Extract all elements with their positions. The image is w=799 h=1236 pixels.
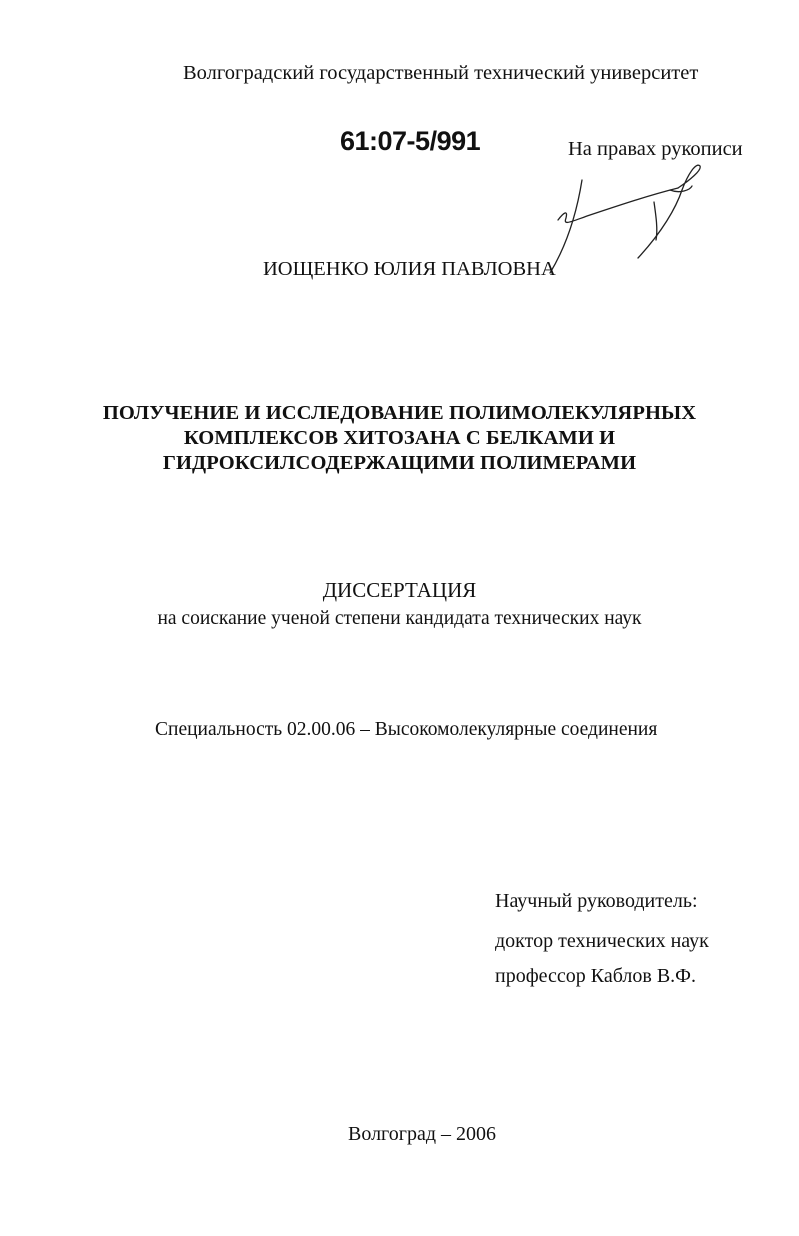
dissertation-title-line-2: КОМПЛЕКСОВ ХИТОЗАНА С БЕЛКАМИ И	[183, 427, 616, 449]
document-type: ДИССЕРТАЦИЯ	[322, 578, 477, 602]
author-name: ИОЩЕНКО ЮЛИЯ ПАВЛОВНА	[263, 258, 556, 280]
university-name: Волгоградский государственный технический университет	[183, 62, 699, 84]
degree-sought: на соискание ученой степени кандидата технических наук	[157, 608, 642, 629]
signature-stroke-3	[638, 165, 700, 258]
supervisor-label: Научный руководитель:	[495, 890, 698, 912]
author-signature	[530, 160, 720, 285]
signature-stroke-2	[558, 188, 678, 222]
dissertation-title-line-3: ГИДРОКСИЛСОДЕРЖАЩИМИ ПОЛИМЕРАМИ	[162, 452, 637, 474]
signature-stroke-4	[654, 202, 657, 240]
specialty: Специальность 02.00.06 – Высокомолекулярные соединения	[155, 719, 658, 740]
manuscript-rights-note: На правах рукописи	[568, 138, 743, 160]
supervisor-name: профессор Каблов В.Ф.	[495, 965, 696, 987]
catalog-number-stamp: 61:07-5/991	[340, 126, 481, 156]
supervisor-degree: доктор технических наук	[495, 930, 709, 952]
city-year: Волгоград – 2006	[348, 1123, 497, 1145]
dissertation-title-line-1: ПОЛУЧЕНИЕ И ИССЛЕДОВАНИЕ ПОЛИМОЛЕКУЛЯРНЫХ	[102, 402, 697, 424]
